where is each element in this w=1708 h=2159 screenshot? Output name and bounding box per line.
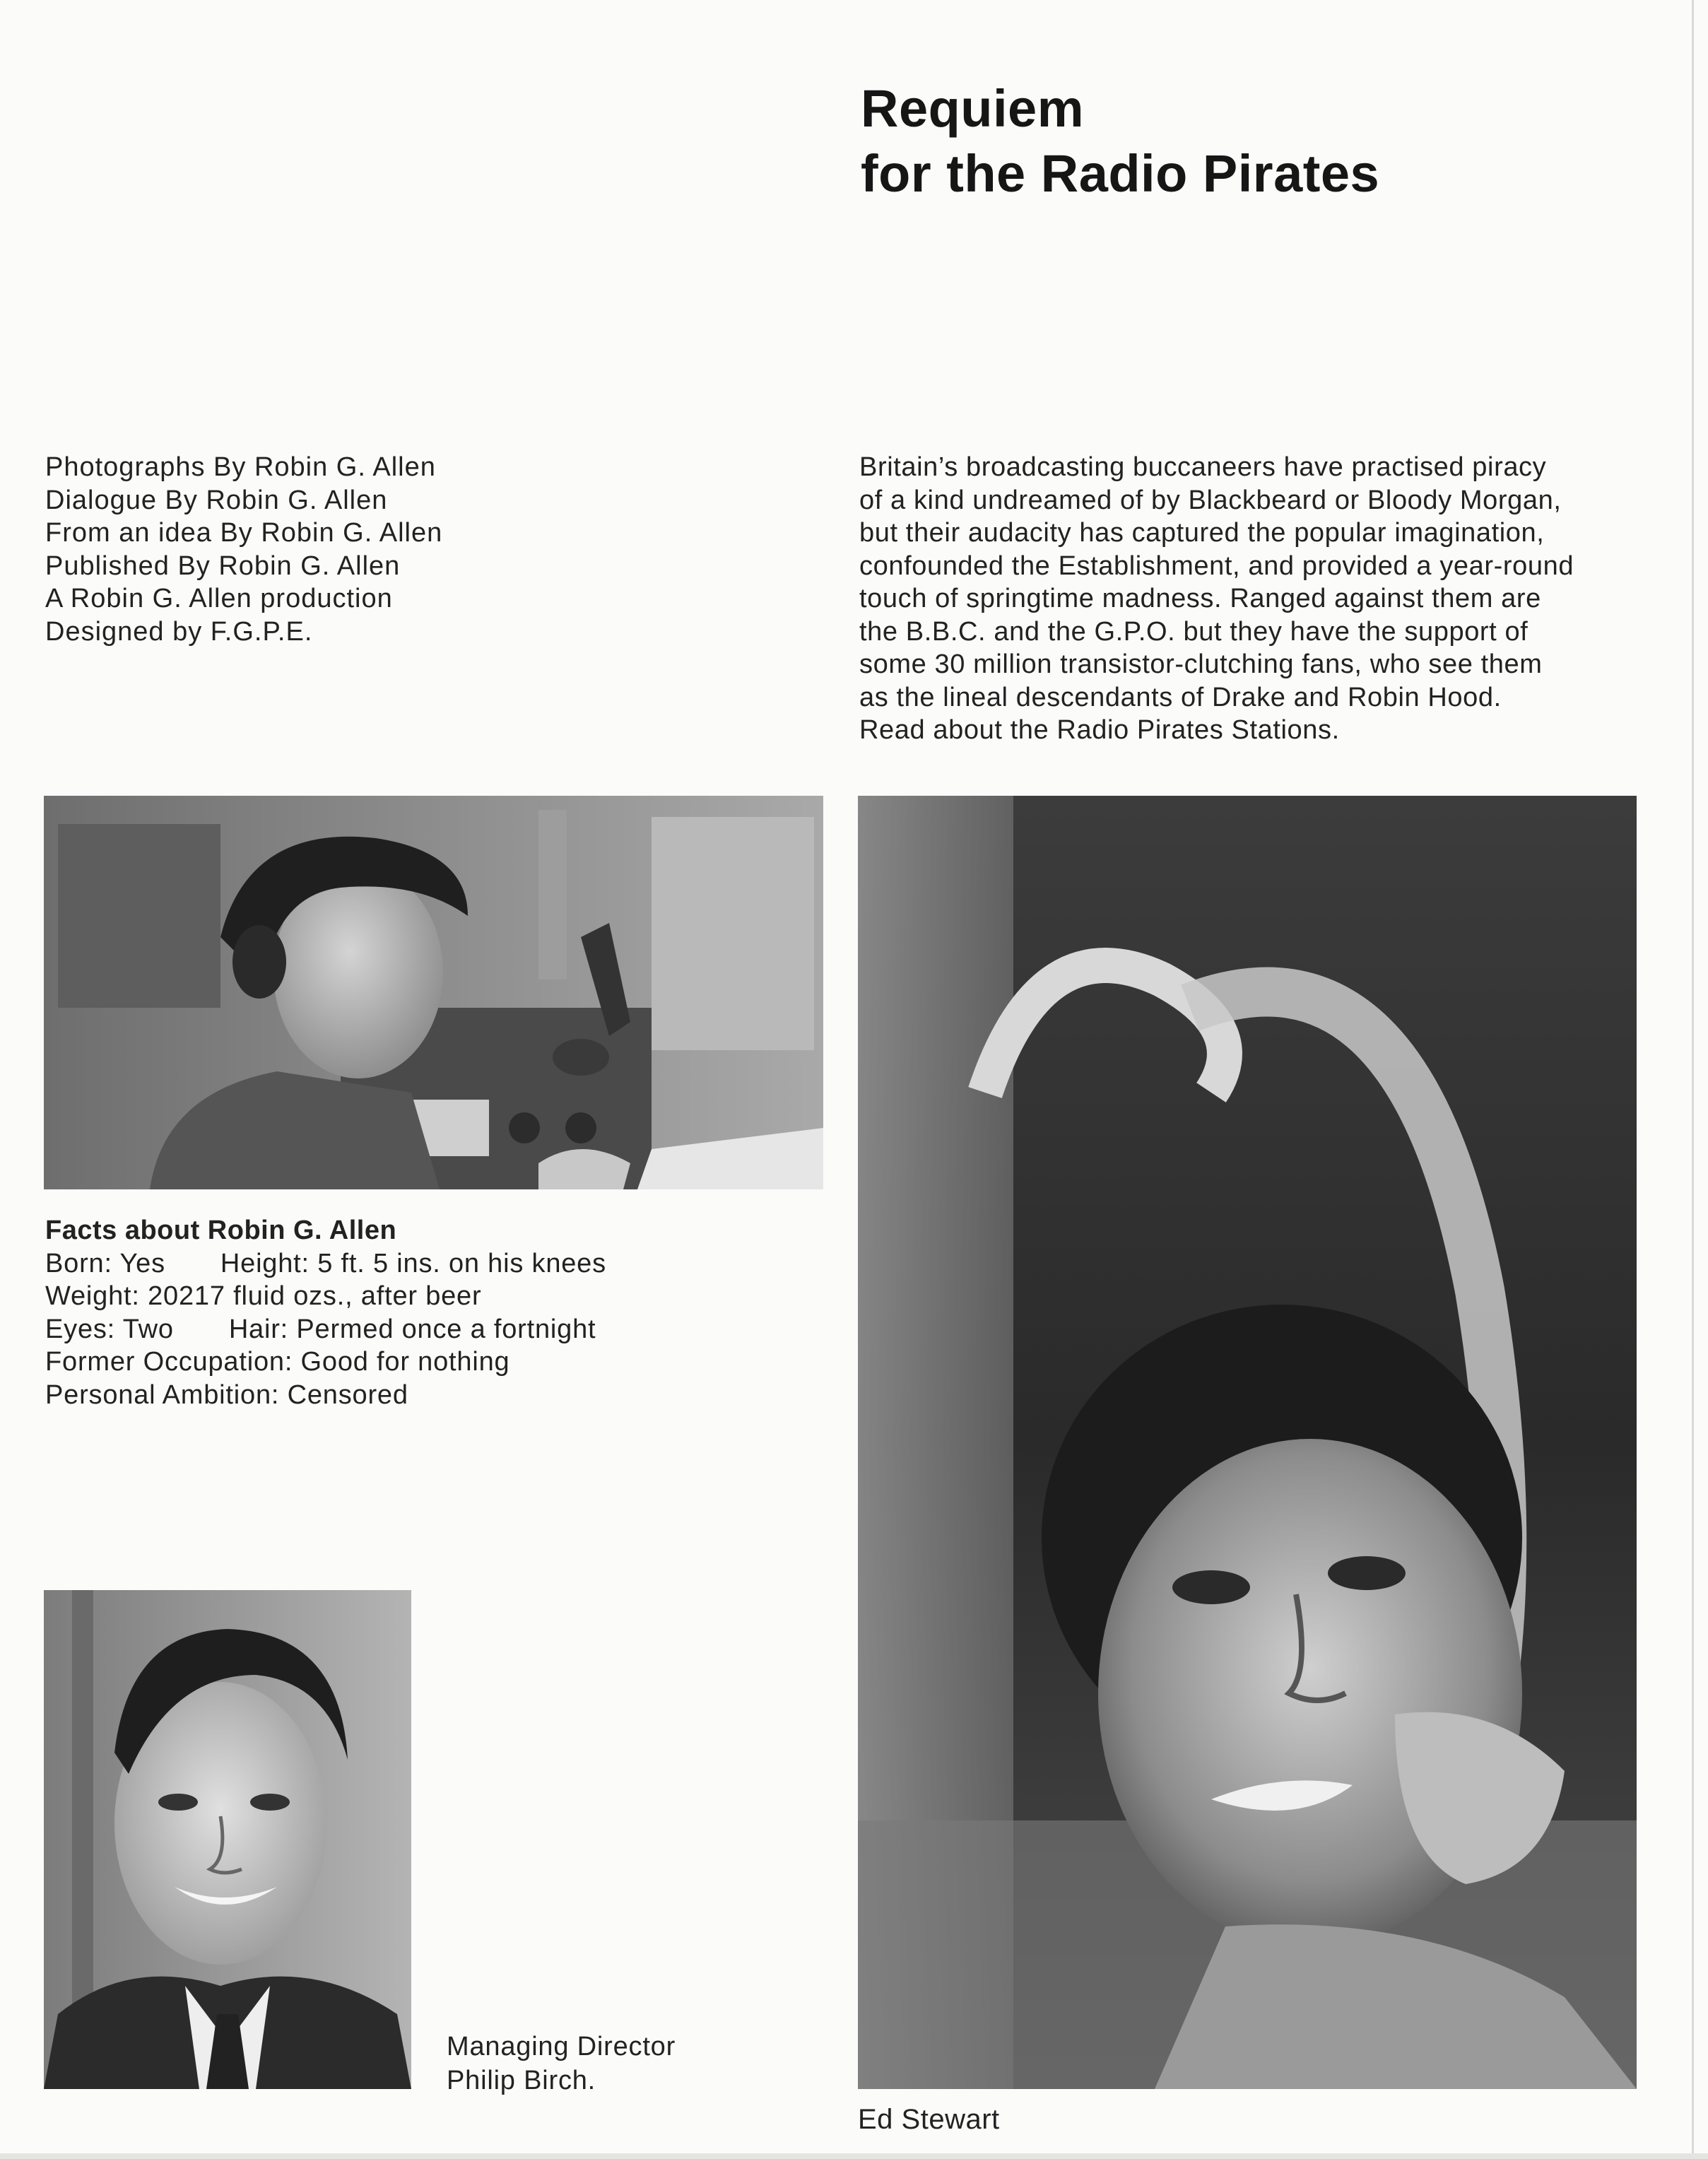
facts-row	[45, 1313, 606, 1346]
intro-line: as the lineal descendants of Drake and Robin Hood.	[859, 682, 1502, 712]
credit-line: Photographs By Robin G. Allen	[45, 452, 436, 482]
caption-ed-stewart: Ed Stewart	[858, 2104, 1000, 2135]
photo-philip-birch	[44, 1590, 411, 2089]
caption-philip-birch	[447, 2030, 676, 2098]
page-bottom-edge	[0, 2153, 1708, 2159]
credit-line: Published By Robin G. Allen	[45, 551, 401, 581]
intro-line: touch of springtime madness. Ranged against them are	[859, 584, 1541, 613]
photo-robin-allen-studio	[44, 796, 823, 1189]
intro-line: the B.B.C. and the G.P.O. but they have the support of	[859, 616, 1529, 647]
photo-robin-allen-graphic	[44, 796, 823, 1189]
intro-line: but their audacity has captured the popular imagination,	[859, 518, 1545, 548]
fact-height: Height: 5 ft. 5 ins. on his knees	[220, 1248, 606, 1278]
intro-line: confounded the Establishment, and provided a year-round	[859, 551, 1574, 581]
facts-block	[45, 1214, 606, 1411]
credit-line: From an idea By Robin G. Allen	[45, 518, 443, 548]
fact-born: Born: Yes	[45, 1248, 165, 1278]
credits-block	[45, 451, 442, 648]
page-title	[861, 76, 1379, 206]
fact-hair: Hair: Permed once a fortnight	[228, 1314, 596, 1344]
title-line: for the Radio Pirates	[861, 144, 1380, 203]
credit-line: A Robin G. Allen production	[45, 584, 393, 613]
credit-line: Designed by F.G.P.E.	[45, 616, 313, 647]
caption-line: Philip Birch.	[447, 2066, 596, 2095]
caption-line: Managing Director	[447, 2032, 676, 2061]
intro-line: Britain’s broadcasting buccaneers have practised piracy	[859, 452, 1547, 482]
facts-row	[45, 1247, 606, 1281]
fact-occupation: Former Occupation: Good for nothing	[45, 1347, 510, 1377]
intro-line: of a kind undreamed of by Blackbeard or Bloody Morgan,	[859, 485, 1562, 515]
photo-ed-stewart-graphic	[858, 796, 1637, 2089]
fact-weight: Weight: 20217 fluid ozs., after beer	[45, 1281, 482, 1311]
credit-line: Dialogue By Robin G. Allen	[45, 485, 388, 515]
facts-heading: Facts about Robin G. Allen	[45, 1216, 397, 1245]
photo-ed-stewart	[858, 796, 1637, 2089]
intro-line: some 30 million transistor-clutching fans, who see them	[859, 649, 1543, 679]
page-edge	[1692, 0, 1694, 2159]
photo-philip-birch-graphic	[44, 1590, 411, 2089]
intro-line: Read about the Radio Pirates Stations.	[859, 715, 1340, 745]
title-line: Requiem	[861, 79, 1085, 138]
fact-eyes: Eyes: Two	[45, 1314, 174, 1344]
intro-paragraph	[859, 451, 1644, 747]
fact-ambition: Personal Ambition: Censored	[45, 1379, 408, 1410]
